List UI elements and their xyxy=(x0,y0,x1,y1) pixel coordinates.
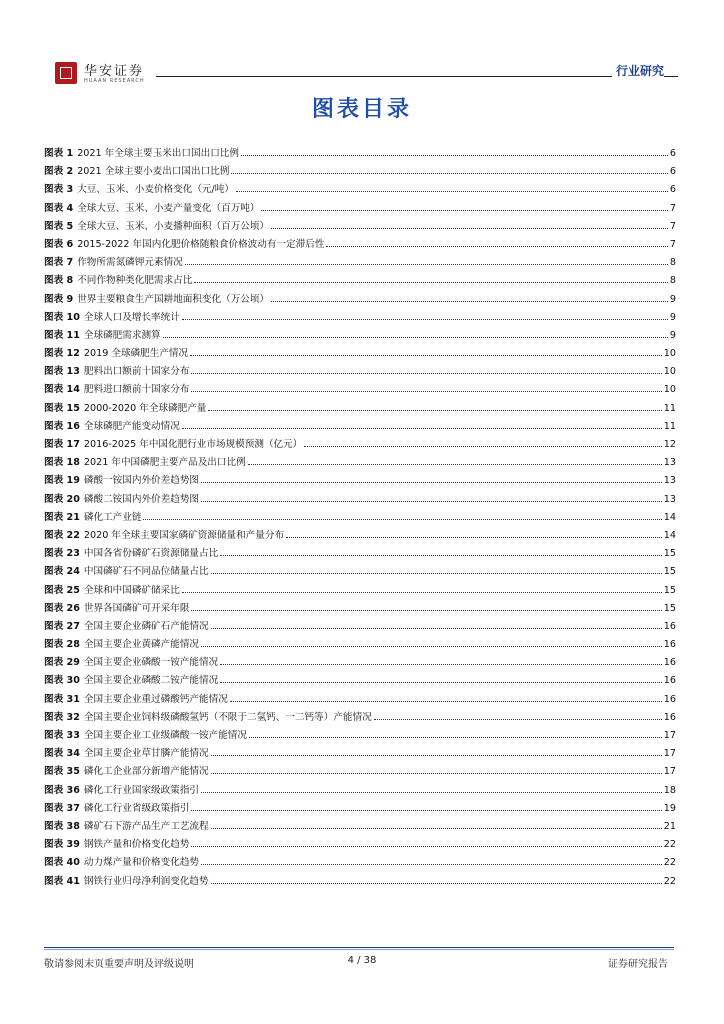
toc-entry[interactable] xyxy=(44,818,676,836)
toc-entry-title: 2021 年中国磷肥主要产品及出口比例 xyxy=(83,457,246,469)
toc-entry[interactable] xyxy=(44,291,676,309)
toc-entry-title: 2021 年全球主要玉米出口国出口比例 xyxy=(77,148,239,159)
toc-entry-label: 图表 4 xyxy=(44,202,74,214)
toc-entry-page: 17 xyxy=(663,766,676,778)
toc-leader-dots xyxy=(208,410,661,411)
toc-entry[interactable] xyxy=(44,236,676,254)
toc-entry-page: 17 xyxy=(663,748,676,760)
toc-entry[interactable] xyxy=(44,309,676,327)
toc-entry[interactable] xyxy=(44,400,676,418)
toc-entry[interactable] xyxy=(44,763,676,781)
toc-entry-label: 图表 10 xyxy=(44,311,80,323)
toc-entry[interactable] xyxy=(44,418,676,436)
toc-entry-page: 22 xyxy=(663,839,676,851)
toc-entry-page: 12 xyxy=(663,439,676,450)
toc-entry-label: 图表 16 xyxy=(44,420,80,432)
toc-entry[interactable] xyxy=(44,672,676,690)
logo-icon xyxy=(55,62,77,84)
toc-list xyxy=(44,145,676,891)
toc-entry-label: 图表 9 xyxy=(44,293,74,305)
footer-disclaimer: 敬请参阅末页重要声明及评级说明 xyxy=(44,959,194,970)
toc-entry-title: 世界主要粮食生产国耕地面积变化（万公顷） xyxy=(77,293,270,305)
toc-entry-label: 图表 37 xyxy=(44,802,80,814)
toc-entry-title: 全国主要企业磷酸一铵产能情况 xyxy=(83,657,219,669)
toc-entry[interactable] xyxy=(44,654,676,672)
toc-entry-label: 图表 36 xyxy=(44,784,80,796)
toc-leader-dots xyxy=(191,610,661,611)
toc-entry-title: 全国主要企业磷矿石产能情况 xyxy=(83,620,209,632)
toc-entry[interactable] xyxy=(44,527,676,545)
toc-entry-page: 22 xyxy=(663,857,676,869)
toc-entry-label: 图表 6 xyxy=(44,238,74,250)
toc-entry-label: 图表 38 xyxy=(44,820,80,832)
page-title: 图表目录 xyxy=(311,97,412,122)
toc-entry-title: 不同作物种类化肥需求占比 xyxy=(77,275,193,287)
toc-entry[interactable] xyxy=(44,327,676,345)
toc-entry-page: 7 xyxy=(669,220,676,232)
toc-leader-dots xyxy=(211,628,662,629)
toc-entry-page: 6 xyxy=(669,166,676,178)
toc-entry-title: 2015-2022 年国内化肥价格随粮食价格波动有一定滞后性 xyxy=(77,238,325,250)
toc-entry-title: 全球人口及增长率统计 xyxy=(83,311,180,323)
toc-leader-dots xyxy=(211,828,662,829)
toc-entry[interactable] xyxy=(44,836,676,854)
toc-entry-page: 6 xyxy=(669,184,676,196)
toc-entry-title: 磷化工产业链 xyxy=(83,511,142,523)
footer-report-type: 证券研究报告 xyxy=(608,959,668,970)
toc-leader-dots xyxy=(231,173,668,174)
toc-entry-title: 中国磷矿石不同品位储量占比 xyxy=(83,566,209,578)
toc-entry[interactable] xyxy=(44,691,676,709)
toc-entry[interactable] xyxy=(44,782,676,800)
toc-entry[interactable] xyxy=(44,800,676,818)
toc-leader-dots xyxy=(191,373,661,374)
toc-leader-dots xyxy=(286,537,662,538)
toc-entry-title: 全球磷肥需求测算 xyxy=(83,329,161,341)
toc-entry-label: 图表 14 xyxy=(44,384,80,396)
toc-leader-dots xyxy=(201,482,662,483)
toc-leader-dots xyxy=(220,664,662,665)
toc-entry[interactable] xyxy=(44,436,676,454)
toc-entry-label: 图表 22 xyxy=(44,529,80,541)
toc-entry-label: 图表 15 xyxy=(44,402,80,414)
toc-entry-title: 2021 全球主要小麦出口国出口比例 xyxy=(77,166,230,178)
toc-entry-page: 16 xyxy=(663,639,676,651)
toc-leader-dots xyxy=(185,264,668,265)
page-number: 4 / 38 xyxy=(347,955,377,966)
toc-entry-title: 动力煤产量和价格变化趋势 xyxy=(83,857,200,869)
toc-entry-label: 图表 31 xyxy=(44,693,80,705)
toc-entry-label: 图表 32 xyxy=(44,711,80,723)
toc-entry[interactable] xyxy=(44,873,676,891)
logo-name: 华安证券 xyxy=(84,64,145,79)
toc-entry-title: 全国主要企业黄磷产能情况 xyxy=(83,639,200,651)
toc-entry-label: 图表 25 xyxy=(44,584,80,596)
toc-leader-dots xyxy=(194,282,668,283)
toc-entry[interactable] xyxy=(44,636,676,654)
toc-entry-page: 11 xyxy=(663,420,676,432)
toc-entry-page: 21 xyxy=(663,820,676,832)
toc-entry-page: 14 xyxy=(663,529,676,541)
toc-entry-title: 磷矿石下游产品生产工艺流程 xyxy=(83,820,209,832)
page-header xyxy=(44,58,678,92)
toc-entry[interactable] xyxy=(44,218,676,236)
toc-entry-label: 图表 35 xyxy=(44,766,80,778)
toc-entry-title: 全球和中国磷矿储采比 xyxy=(83,584,180,596)
toc-entry-title: 钢铁行业归母净利润变化趋势 xyxy=(83,875,209,887)
toc-leader-dots xyxy=(220,682,662,683)
toc-entry-page: 16 xyxy=(663,620,676,632)
toc-entry-page: 16 xyxy=(663,711,676,723)
toc-entry-page: 7 xyxy=(669,238,676,250)
toc-entry-label: 图表 39 xyxy=(44,839,80,851)
toc-leader-dots xyxy=(236,191,668,192)
toc-entry-page: 14 xyxy=(663,511,676,523)
toc-entry-title: 中国各省份磷矿石资源储量占比 xyxy=(83,548,219,560)
toc-leader-dots xyxy=(211,755,662,756)
toc-entry-page: 17 xyxy=(663,730,676,741)
toc-entry[interactable] xyxy=(44,618,676,636)
toc-entry-label: 图表 26 xyxy=(44,602,80,614)
toc-leader-dots xyxy=(211,573,662,574)
toc-entry-page: 19 xyxy=(663,802,676,814)
toc-entry[interactable] xyxy=(44,582,676,600)
toc-entry-page: 9 xyxy=(669,293,676,305)
toc-entry-label: 图表 1 xyxy=(44,148,74,159)
toc-entry-label: 图表 18 xyxy=(44,457,80,469)
toc-leader-dots xyxy=(201,646,662,647)
toc-entry-title: 全球大豆、玉米、小麦播种面积（百万公顷） xyxy=(77,220,270,232)
toc-entry-page: 13 xyxy=(663,493,676,505)
toc-entry[interactable] xyxy=(44,145,676,163)
toc-entry-page: 22 xyxy=(663,875,676,887)
toc-entry[interactable] xyxy=(44,709,676,727)
toc-leader-dots xyxy=(201,501,662,502)
toc-leader-dots xyxy=(182,319,668,320)
toc-entry-label: 图表 12 xyxy=(44,348,80,360)
toc-leader-dots xyxy=(271,228,668,229)
toc-entry-title: 全球磷肥产能变动情况 xyxy=(83,420,180,432)
toc-entry-label: 图表 23 xyxy=(44,548,80,560)
toc-entry[interactable] xyxy=(44,854,676,872)
toc-leader-dots xyxy=(211,883,662,884)
toc-leader-dots xyxy=(241,155,668,156)
toc-entry-page: 18 xyxy=(663,784,676,796)
toc-entry-page: 9 xyxy=(669,329,676,341)
toc-leader-dots xyxy=(230,701,662,702)
toc-entry-label: 图表 2 xyxy=(44,166,74,178)
toc-entry-label: 图表 29 xyxy=(44,657,80,669)
toc-entry-title: 肥料出口额前十国家分布 xyxy=(83,366,190,378)
toc-entry-label: 图表 17 xyxy=(44,439,80,450)
toc-entry[interactable] xyxy=(44,509,676,527)
toc-entry[interactable] xyxy=(44,600,676,618)
toc-entry[interactable] xyxy=(44,272,676,290)
toc-entry-title: 2020 年全球主要国家磷矿资源储量和产量分布 xyxy=(83,529,285,541)
toc-entry-page: 16 xyxy=(663,693,676,705)
toc-entry-label: 图表 5 xyxy=(44,220,74,232)
toc-entry-page: 7 xyxy=(669,202,676,214)
toc-entry-page: 9 xyxy=(669,311,676,323)
toc-leader-dots xyxy=(163,337,668,338)
toc-entry-title: 磷化工企业部分新增产能情况 xyxy=(83,766,209,778)
toc-leader-dots xyxy=(191,846,661,847)
toc-entry-title: 2019 全球磷肥生产情况 xyxy=(83,348,189,360)
toc-entry-page: 15 xyxy=(663,602,676,614)
toc-entry-title: 肥料进口额前十国家分布 xyxy=(83,384,190,396)
toc-entry[interactable] xyxy=(44,472,676,490)
toc-leader-dots xyxy=(190,355,662,356)
toc-entry-page: 6 xyxy=(669,148,676,159)
toc-entry-label: 图表 3 xyxy=(44,184,74,196)
toc-entry[interactable] xyxy=(44,181,676,199)
toc-entry[interactable] xyxy=(44,491,676,509)
toc-entry-label: 图表 11 xyxy=(44,329,80,341)
toc-entry-label: 图表 34 xyxy=(44,748,80,760)
toc-leader-dots xyxy=(182,428,662,429)
toc-entry-label: 图表 20 xyxy=(44,493,80,505)
toc-entry-label: 图表 24 xyxy=(44,566,80,578)
toc-entry-page: 13 xyxy=(663,475,676,487)
toc-leader-dots xyxy=(191,810,661,811)
toc-entry-page: 10 xyxy=(663,366,676,378)
toc-leader-dots xyxy=(182,592,662,593)
toc-leader-dots xyxy=(220,555,662,556)
toc-leader-dots xyxy=(326,246,667,247)
toc-entry[interactable] xyxy=(44,745,676,763)
toc-entry-page: 16 xyxy=(663,675,676,687)
toc-entry[interactable] xyxy=(44,454,676,472)
toc-entry[interactable] xyxy=(44,200,676,218)
toc-entry-title: 全球大豆、玉米、小麦产量变化（百万吨） xyxy=(77,202,260,214)
toc-entry-title: 2000-2020 年全球磷肥产量 xyxy=(83,402,207,414)
toc-entry-title: 磷酸二铵国内外价差趋势图 xyxy=(83,493,200,505)
toc-entry-page: 8 xyxy=(669,257,676,269)
toc-leader-dots xyxy=(248,464,662,465)
toc-entry-label: 图表 21 xyxy=(44,511,80,523)
toc-leader-dots xyxy=(271,301,668,302)
toc-entry-title: 磷化工行业省级政策指引 xyxy=(83,802,190,814)
toc-entry[interactable] xyxy=(44,254,676,272)
toc-entry-title: 全国主要企业草甘膦产能情况 xyxy=(83,748,209,760)
toc-entry-title: 钢铁产量和价格变化趋势 xyxy=(83,839,190,851)
toc-entry-page: 16 xyxy=(663,657,676,669)
toc-entry-page: 10 xyxy=(663,348,676,360)
toc-entry-page: 13 xyxy=(663,457,676,469)
toc-entry-page: 11 xyxy=(663,402,676,414)
toc-entry-title: 全国主要企业磷酸二铵产能情况 xyxy=(83,675,219,687)
toc-leader-dots xyxy=(201,864,662,865)
toc-entry-label: 图表 8 xyxy=(44,275,74,287)
toc-entry-label: 图表 41 xyxy=(44,875,80,887)
toc-leader-dots xyxy=(249,737,662,738)
toc-leader-dots xyxy=(143,519,661,520)
toc-entry[interactable] xyxy=(44,163,676,181)
toc-leader-dots xyxy=(211,773,662,774)
toc-leader-dots xyxy=(304,446,661,447)
toc-entry-title: 作物所需氮磷钾元素情况 xyxy=(77,257,183,269)
section-label: 行业研究 xyxy=(612,62,664,79)
toc-entry-title: 世界各国磷矿可开采年限 xyxy=(83,602,190,614)
toc-entry[interactable] xyxy=(44,363,676,381)
toc-entry-title: 2016-2025 年中国化肥行业市场规模预测（亿元） xyxy=(83,439,303,450)
toc-entry-page: 8 xyxy=(669,275,676,287)
toc-leader-dots xyxy=(261,210,667,211)
toc-entry-label: 图表 33 xyxy=(44,730,80,741)
toc-entry[interactable] xyxy=(44,545,676,563)
toc-leader-dots xyxy=(191,391,661,392)
toc-entry-page: 15 xyxy=(663,584,676,596)
toc-entry[interactable] xyxy=(44,727,676,745)
toc-entry-label: 图表 7 xyxy=(44,257,74,269)
toc-entry-label: 图表 28 xyxy=(44,639,80,651)
toc-entry-page: 10 xyxy=(663,384,676,396)
logo-subtitle: HUAAN RESEARCH xyxy=(84,78,145,84)
toc-entry-title: 磷酸一铵国内外价差趋势图 xyxy=(83,475,200,487)
toc-entry[interactable] xyxy=(44,563,676,581)
toc-entry-label: 图表 13 xyxy=(44,366,80,378)
toc-leader-dots xyxy=(201,792,662,793)
toc-entry-page: 15 xyxy=(663,548,676,560)
toc-entry-label: 图表 19 xyxy=(44,475,80,487)
toc-entry-title: 大豆、玉米、小麦价格变化（元/吨） xyxy=(77,184,234,196)
toc-entry[interactable] xyxy=(44,345,676,363)
footer-rule xyxy=(44,947,674,948)
toc-entry-title: 全国主要企业饲料级磷酸氢钙（不限于二氢钙、一二钙等）产能情况 xyxy=(83,711,372,723)
toc-entry-title: 全国主要企业重过磷酸钙产能情况 xyxy=(83,693,228,705)
toc-entry-label: 图表 40 xyxy=(44,857,80,869)
toc-entry-title: 磷化工行业国家级政策指引 xyxy=(83,784,200,796)
toc-entry-label: 图表 30 xyxy=(44,675,80,687)
toc-entry-page: 15 xyxy=(663,566,676,578)
toc-entry-label: 图表 27 xyxy=(44,620,80,632)
toc-leader-dots xyxy=(374,719,662,720)
toc-entry[interactable] xyxy=(44,381,676,399)
toc-entry-title: 全国主要企业工业级磷酸一铵产能情况 xyxy=(83,730,247,741)
